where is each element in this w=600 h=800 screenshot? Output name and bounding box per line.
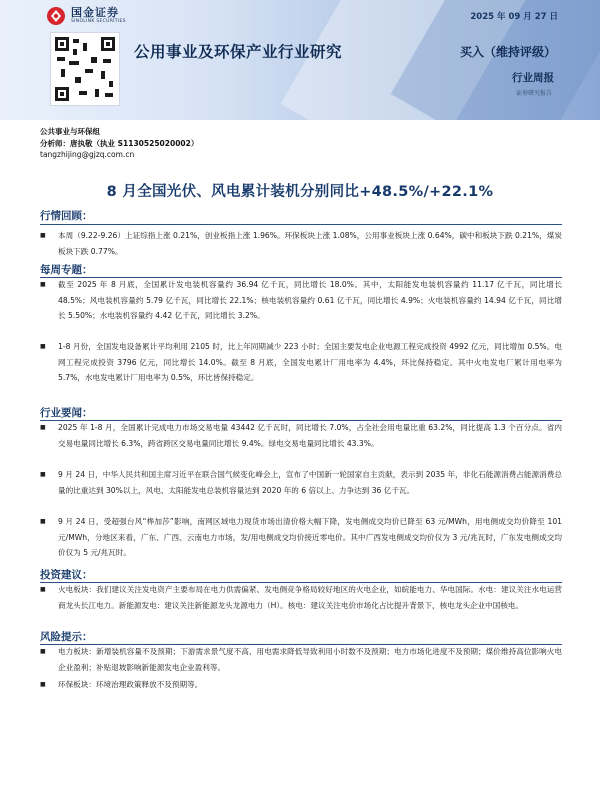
bullet-square-icon: ■: [40, 232, 46, 239]
report-title: 公用事业及环保产业行业研究: [134, 43, 343, 61]
bullet-text: 9 月 24 日，中华人民共和国主席习近平在联合国气候变化峰会上，宣布了中国新一轮国家自主贡献，表示到 2035 年，非化石能源消费占能源消费总量的比重达到 30%以上，风电、太阳能发电总装机容量达到 2020 年的 6 倍以上、力争达到 36 亿千瓦。: [58, 470, 562, 495]
list-item: [40, 467, 562, 498]
author-info: [40, 126, 198, 161]
bullet-square-icon: ■: [40, 424, 46, 431]
bullet-square-icon: ■: [40, 518, 46, 525]
list-item: [40, 644, 562, 675]
bullet-square-icon: ■: [40, 681, 46, 688]
bullet-text: 本周（9.22-9.26）上证综指上涨 0.21%，创业板指上涨 1.96%。环保板块上涨 1.08%，公用事业板块上涨 0.64%，碳中和板块下跌 0.21%，煤炭板块下跌 0.77%。: [58, 231, 562, 256]
section-divider: [40, 224, 562, 225]
report-category: 证券研究报告: [515, 90, 552, 97]
bullet-square-icon: ■: [40, 471, 46, 478]
list-item: [40, 582, 562, 613]
list-item: [40, 420, 562, 451]
analyst-email[interactable]: tangzhijing@gjzq.com.cn: [40, 150, 135, 159]
section-heading-risk-warning: 风险提示：: [40, 631, 93, 643]
logo-name-en: SINOLINK SECURITIES: [71, 19, 126, 24]
bullet-text: 电力板块：新增装机容量不及预期；下游需求景气度不高、用电需求降低导致利用小时数不及预期；电力市场化进度不及预期；煤价维持高位影响火电企业盈利；补贴退坡影响新能源发电企业盈利等。: [58, 647, 562, 672]
section-heading-industry-news: 行业要闻：: [40, 407, 93, 419]
list-item: [40, 677, 562, 693]
bullet-square-icon: ■: [40, 648, 46, 655]
industry-group: 公共事业与环保组: [40, 127, 100, 136]
bullet-square-icon: ■: [40, 586, 46, 593]
bullet-square-icon: ■: [40, 281, 46, 288]
section-heading-market-review: 行情回顾：: [40, 210, 93, 222]
logo-name-cn: 国金证券: [71, 6, 119, 19]
section-heading-weekly-topic: 每周专题：: [40, 264, 93, 276]
list-item: [40, 277, 562, 324]
company-logo: [46, 6, 126, 26]
list-item: [40, 514, 562, 561]
bullet-text: 2025 年 1-8 月，全国累计完成电力市场交易电量 43442 亿千瓦时，同比增长 7.0%，占全社会用电量比重 63.2%，同比提高 1.3 个百分点。省内交易电量同比增长 6.3%，跨省跨区交易电量同比增长 9.4%。绿电交易电量同比增长 43.3%。: [58, 423, 562, 448]
report-headline: 8 月全国光伏、风电累计装机分别同比+48.5%/+22.1%: [106, 184, 494, 200]
bullet-text: 9 月 24 日，受超强台风“桦加莎”影响，南网区域电力现货市场出清价格大幅下降，发电侧成交均价已降至 63 元/MWh，用电侧成交均价降至 101 元/MWh，分地区来看，广东、广西、云南电力市场，发/用电侧成交均价接近零电价。其中广西发电侧成交均价仅为 3 元/兆瓦时，广东发电侧成交均价仅为 5 元/兆瓦时。: [58, 517, 562, 557]
bullet-text: 截至 2025 年 8 月底，全国累计发电装机容量约 36.94 亿千瓦，同比增长 18.0%。其中，太阳能发电装机容量约 11.17 亿千瓦，同比增长 48.5%；风电装机容量约 5.79 亿千瓦，同比增长 22.1%；核电装机容量约 0.61 亿千瓦，同比增长 4.9%；火电装机容量约 14.94 亿千瓦，同比增长 5.50%；水电装机容量约 4.42 亿千瓦，同比增长 3.2%。: [58, 280, 562, 320]
section-heading-investment-advice: 投资建议：: [40, 569, 93, 581]
bullet-text: 环保板块：环境治理政策释放不及预期等。: [58, 680, 203, 689]
report-date: 2025 年 09 月 27 日: [470, 12, 558, 22]
bullet-text: 1-8 月份，全国发电设备累计平均利用 2105 时，比上年同期减少 223 小时；全国主要发电企业电源工程完成投资 4992 亿元，同比增加 0.5%。电网工程完成投资 3796 亿元，同比增长 14.0%。截至 8 月底，全国发电累计厂用电率为 4.4%，环比保持稳定。其中火电发电厂累计用电率为 5.7%，水电发电累计厂用电率为 0.5%，环比皆保持稳定。: [58, 342, 562, 382]
bullet-square-icon: ■: [40, 343, 46, 350]
logo-emblem-icon: [46, 6, 66, 26]
analyst-name: 分析师：唐执敬（执业 S1130525020002）: [40, 138, 199, 148]
qr-code: [50, 32, 120, 106]
list-item: [40, 228, 562, 259]
list-item: [40, 339, 562, 386]
rating-label: 买入（维持评级）: [459, 45, 556, 59]
report-type: 行业周报: [512, 72, 554, 84]
header-banner: [0, 0, 600, 120]
bullet-text: 火电板块：我们建议关注发电资产主要布局在电力供需偏紧、发电侧竞争格局较好地区的火电企业，如皖能电力、华电国际。水电：建议关注水电运营商龙头长江电力。新能源发电：建议关注新能源龙头龙源电力（H）。核电：建议关注电价市场化占比提升背景下，核电龙头企业中国核电。: [58, 585, 562, 610]
